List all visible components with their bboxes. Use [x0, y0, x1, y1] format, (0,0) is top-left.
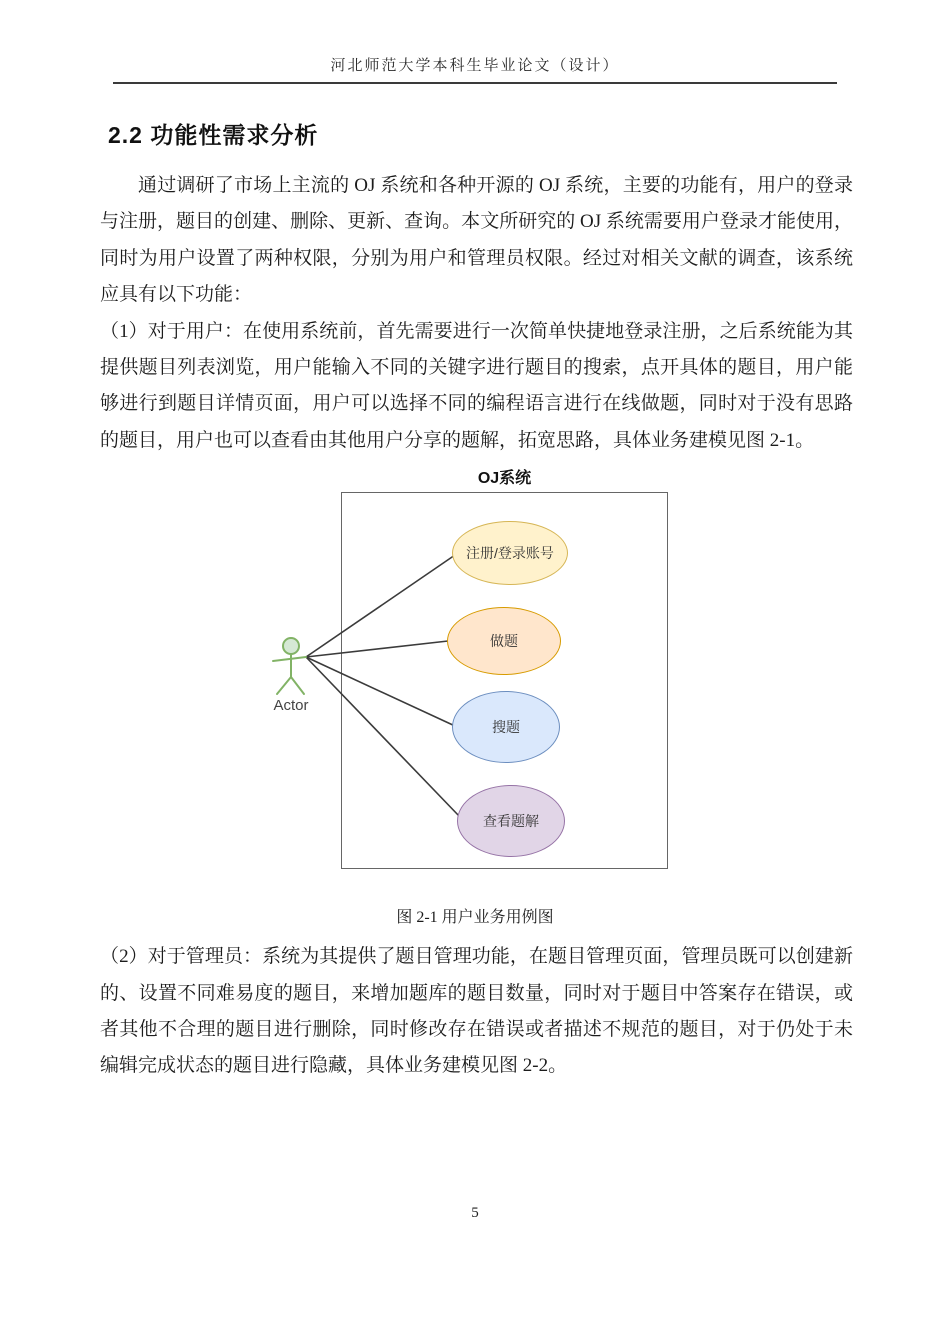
paragraph-intro: 通过调研了市场上主流的 OJ 系统和各种开源的 OJ 系统，主要的功能有，用户的登录与注册，题目的创建、删除、更新、查询。本文所研究的 OJ 系统需要用户登录才能使用，同时为用户设置了两种权限，分别为用户和管理员权限。经过对相关文献的调查，该系统应具有以下功能： [100, 175, 853, 306]
body-text-block [100, 168, 853, 459]
body-text-block-2 [100, 939, 853, 1085]
association-lines [306, 555, 460, 817]
header-divider [113, 82, 837, 84]
figure-caption: 图 2-1 用户业务用例图 [396, 909, 554, 927]
paragraph-user-requirements: （1）对于用户：在使用系统前，首先需要进行一次简单快捷地登录注册，之后系统能为其提供题目列表浏览，用户能输入不同的关键字进行题目的搜索，点开具体的题目，用户能够进行到题目详情页面，用户可以选择不同的编程语言进行在线做题，同时对于没有思路的题目，用户也可以查看由其他用户分享的题解，拓宽思路，具体业务建模见图 2-1。 [100, 320, 853, 451]
actor-icon [273, 638, 306, 694]
usecase-label: 做题 [490, 633, 518, 650]
usecase-register-login [452, 521, 568, 585]
page-header-title: 河北师范大学本科生毕业论文（设计） [330, 58, 620, 74]
page-number: 5 [471, 1204, 479, 1221]
usecase-diagram [0, 461, 950, 873]
diagram-title: OJ系统 [477, 470, 532, 488]
section-heading: 2.2 功能性需求分析 [108, 122, 319, 148]
usecase-label: 注册/登录账号 [466, 545, 554, 562]
actor-label: Actor [273, 697, 309, 715]
paragraph-admin-requirements: （2）对于管理员：系统为其提供了题目管理功能，在题目管理页面，管理员既可以创建新的、设置不同难易度的题目，来增加题库的题目数量，同时对于题目中答案存在错误，或者其他不合理的题目进行删除，同时修改存在错误或者描述不规范的题目，对于仍处于未编辑完成状态的题目进行隐藏，具体业务建模见图 2-2。 [100, 946, 853, 1077]
usecase-solve-problems [447, 607, 561, 675]
usecase-view-solutions [457, 785, 565, 857]
usecase-label: 查看题解 [483, 813, 539, 830]
usecase-search-problems [452, 691, 560, 763]
usecase-label: 搜题 [492, 719, 520, 736]
